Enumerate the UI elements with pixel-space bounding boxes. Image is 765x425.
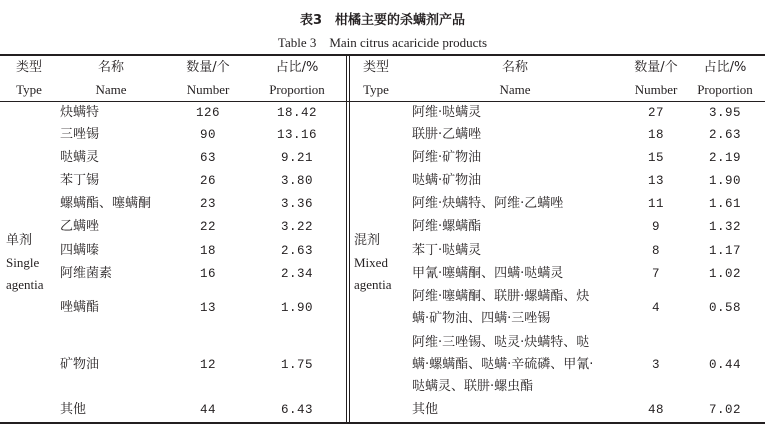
row-number: 12	[199, 358, 217, 372]
right-type-en2: agentia	[354, 277, 392, 292]
header-type-en: Type	[16, 82, 42, 97]
row-prop: 1.02	[708, 267, 742, 281]
row-prop: 0.44	[708, 358, 742, 372]
row-number: 27	[647, 106, 665, 120]
row-name: 阿维·螺螨酯	[412, 219, 482, 234]
row-name: 甲氰·噻螨酮、四螨·哒螨灵	[412, 266, 564, 281]
row-prop: 1.61	[708, 197, 742, 211]
left-type-cn: 单剂	[6, 233, 33, 248]
row-prop: 13.16	[276, 128, 318, 142]
right-type-en1: Mixed	[354, 255, 388, 270]
row-prop: 7.02	[708, 403, 742, 417]
header-prop-en-right: Proportion	[697, 82, 753, 97]
row-prop: 9.21	[280, 151, 314, 165]
row-name-line1: 阿维·噻螨酮、联肼·螺螨酯、炔	[412, 289, 590, 304]
row-prop: 1.75	[280, 358, 314, 372]
left-type-en2: agentia	[6, 277, 44, 292]
header-type-en-right: Type	[363, 82, 389, 97]
header-name-en: Name	[95, 82, 127, 97]
row-prop: 3.95	[708, 106, 742, 120]
bottom-rule	[0, 422, 765, 424]
header-name-en-right: Name	[499, 82, 531, 97]
left-type-en1: Single	[6, 255, 40, 270]
header-prop-en: Proportion	[269, 82, 325, 97]
header-prop-cn: 占比/%	[275, 60, 319, 75]
row-name: 苯丁锡	[60, 173, 100, 188]
row-number: 3	[651, 358, 661, 372]
row-prop: 2.19	[708, 151, 742, 165]
left-type-label	[6, 230, 44, 296]
row-name: 其他	[412, 402, 439, 417]
header-number-cn: 数量/个	[186, 60, 230, 75]
row-number: 126	[195, 106, 221, 120]
row-number: 13	[199, 301, 217, 315]
row-name: 联肼·乙螨唑	[412, 127, 482, 142]
row-prop: 1.32	[708, 220, 742, 234]
row-name-line2: 螨·矿物油、四螨·三唑锡	[412, 311, 551, 326]
row-number: 9	[651, 220, 661, 234]
row-name: 唑螨酯	[60, 300, 100, 315]
row-name: 阿维·炔螨特、阿维·乙螨唑	[412, 196, 564, 211]
row-prop: 6.43	[280, 403, 314, 417]
header-number-en-right: Number	[634, 82, 678, 97]
center-divider	[346, 55, 347, 422]
header-number-en: Number	[186, 82, 230, 97]
row-name: 四螨嗪	[60, 243, 100, 258]
row-prop: 3.22	[280, 220, 314, 234]
row-prop: 2.63	[708, 128, 742, 142]
right-type-cn: 混剂	[354, 233, 381, 248]
row-name: 阿维·哒螨灵	[412, 105, 482, 120]
row-prop: 1.90	[280, 301, 314, 315]
header-name-cn-right: 名称	[501, 60, 529, 75]
row-prop: 2.34	[280, 267, 314, 281]
header-name-cn: 名称	[97, 60, 125, 75]
row-number: 26	[199, 174, 217, 188]
row-number: 48	[647, 403, 665, 417]
row-name: 炔螨特	[60, 105, 100, 120]
row-number: 23	[199, 197, 217, 211]
row-name: 乙螨唑	[60, 219, 100, 234]
row-number: 15	[647, 151, 665, 165]
top-rule	[0, 54, 765, 56]
row-prop: 18.42	[276, 106, 318, 120]
row-prop: 0.58	[708, 301, 742, 315]
table-caption-cn: 表3 柑橘主要的杀螨剂产品	[299, 13, 466, 28]
row-number: 13	[647, 174, 665, 188]
row-name: 矿物油	[60, 357, 100, 372]
row-name-line2: 螨·螺螨酯、哒螨·辛硫磷、甲氰·	[412, 357, 594, 372]
row-name: 其他	[60, 402, 87, 417]
row-name: 哒螨·矿物油	[412, 173, 482, 188]
row-number: 4	[651, 301, 661, 315]
row-name-line1: 阿维·三唑锡、哒灵·炔螨特、哒	[412, 335, 590, 350]
row-prop: 1.90	[708, 174, 742, 188]
row-number: 44	[199, 403, 217, 417]
row-prop: 3.36	[280, 197, 314, 211]
row-prop: 2.63	[280, 244, 314, 258]
row-number: 8	[651, 244, 661, 258]
row-number: 16	[199, 267, 217, 281]
row-name: 阿维菌素	[60, 266, 113, 281]
row-number: 22	[199, 220, 217, 234]
center-divider-2	[349, 55, 350, 422]
row-prop: 3.80	[280, 174, 314, 188]
row-name: 三唑锡	[60, 127, 100, 142]
row-name: 螺螨酯、噻螨酮	[60, 196, 152, 211]
table-caption-en: Table 3 Main citrus acaricide products	[277, 35, 488, 50]
row-number: 11	[647, 197, 665, 211]
row-name: 哒螨灵	[60, 150, 100, 165]
row-prop: 1.17	[708, 244, 742, 258]
row-number: 63	[199, 151, 217, 165]
header-type-cn: 类型	[15, 60, 43, 75]
header-rule	[0, 101, 765, 102]
right-type-label	[354, 230, 392, 296]
row-number: 18	[647, 128, 665, 142]
row-number: 7	[651, 267, 661, 281]
header-type-cn-right: 类型	[362, 60, 390, 75]
row-name: 苯丁·哒螨灵	[412, 243, 482, 258]
header-number-cn-right: 数量/个	[634, 60, 678, 75]
row-name-line3: 哒螨灵、联肼·螺虫酯	[412, 379, 534, 394]
row-number: 18	[199, 244, 217, 258]
header-prop-cn-right: 占比/%	[703, 60, 747, 75]
row-name: 阿维·矿物油	[412, 150, 482, 165]
row-number: 90	[199, 128, 217, 142]
